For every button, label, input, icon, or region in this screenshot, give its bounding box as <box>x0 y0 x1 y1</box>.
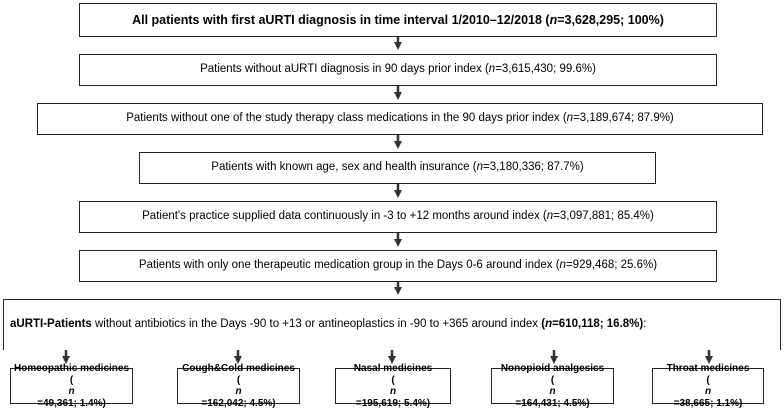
flow-box-no-study-medication: Patients without one of the study therapy class medications in the 90 days prior index (n=3,189,674; 87.9%) <box>37 103 763 135</box>
flow-box-no-prior-diagnosis: Patients without aURTI diagnosis in 90 days prior index (n=3,615,430; 99.6%) <box>79 54 717 86</box>
subgroup-cough-cold: Cough&Cold medicines ( n =162,042; 4.5%) <box>177 368 300 404</box>
subgroup-homeopathic: Homeopathic medicines ( n =49,361; 1.4%) <box>10 368 133 404</box>
flow-box-continuous-data: Patient's practice supplied data continuously in -3 to +12 months around index (n=3,097,881; 85.4%) <box>79 201 717 233</box>
subgroup-throat: Throat medicines ( n =38,665; 1.1%) <box>652 368 764 404</box>
flow-box-all-patients: All patients with first aURTI diagnosis in time interval 1/2010–12/2018 (n=3,628,295; 100%) <box>79 3 717 37</box>
subgroup-nasal: Nasal medicines ( n =195,619; 5.4%) <box>335 368 451 404</box>
flow-box-one-medication-group: Patients with only one therapeutic medication group in the Days 0-6 around index (n=929,468; 25.6%) <box>79 250 717 282</box>
flow-box-known-demographics: Patients with known age, sex and health insurance (n=3,180,336; 87.7%) <box>139 152 656 184</box>
subgroup-nonopioid-analgesics: Nonopioid analgesics ( n =164,431; 4.5%) <box>491 368 614 404</box>
flow-box-final-cohort: aURTI-Patients without antibiotics in the Days -90 to +13 or antineoplastics in -90 to +365 around index (n=610,118; 16.8%): <box>3 299 781 350</box>
